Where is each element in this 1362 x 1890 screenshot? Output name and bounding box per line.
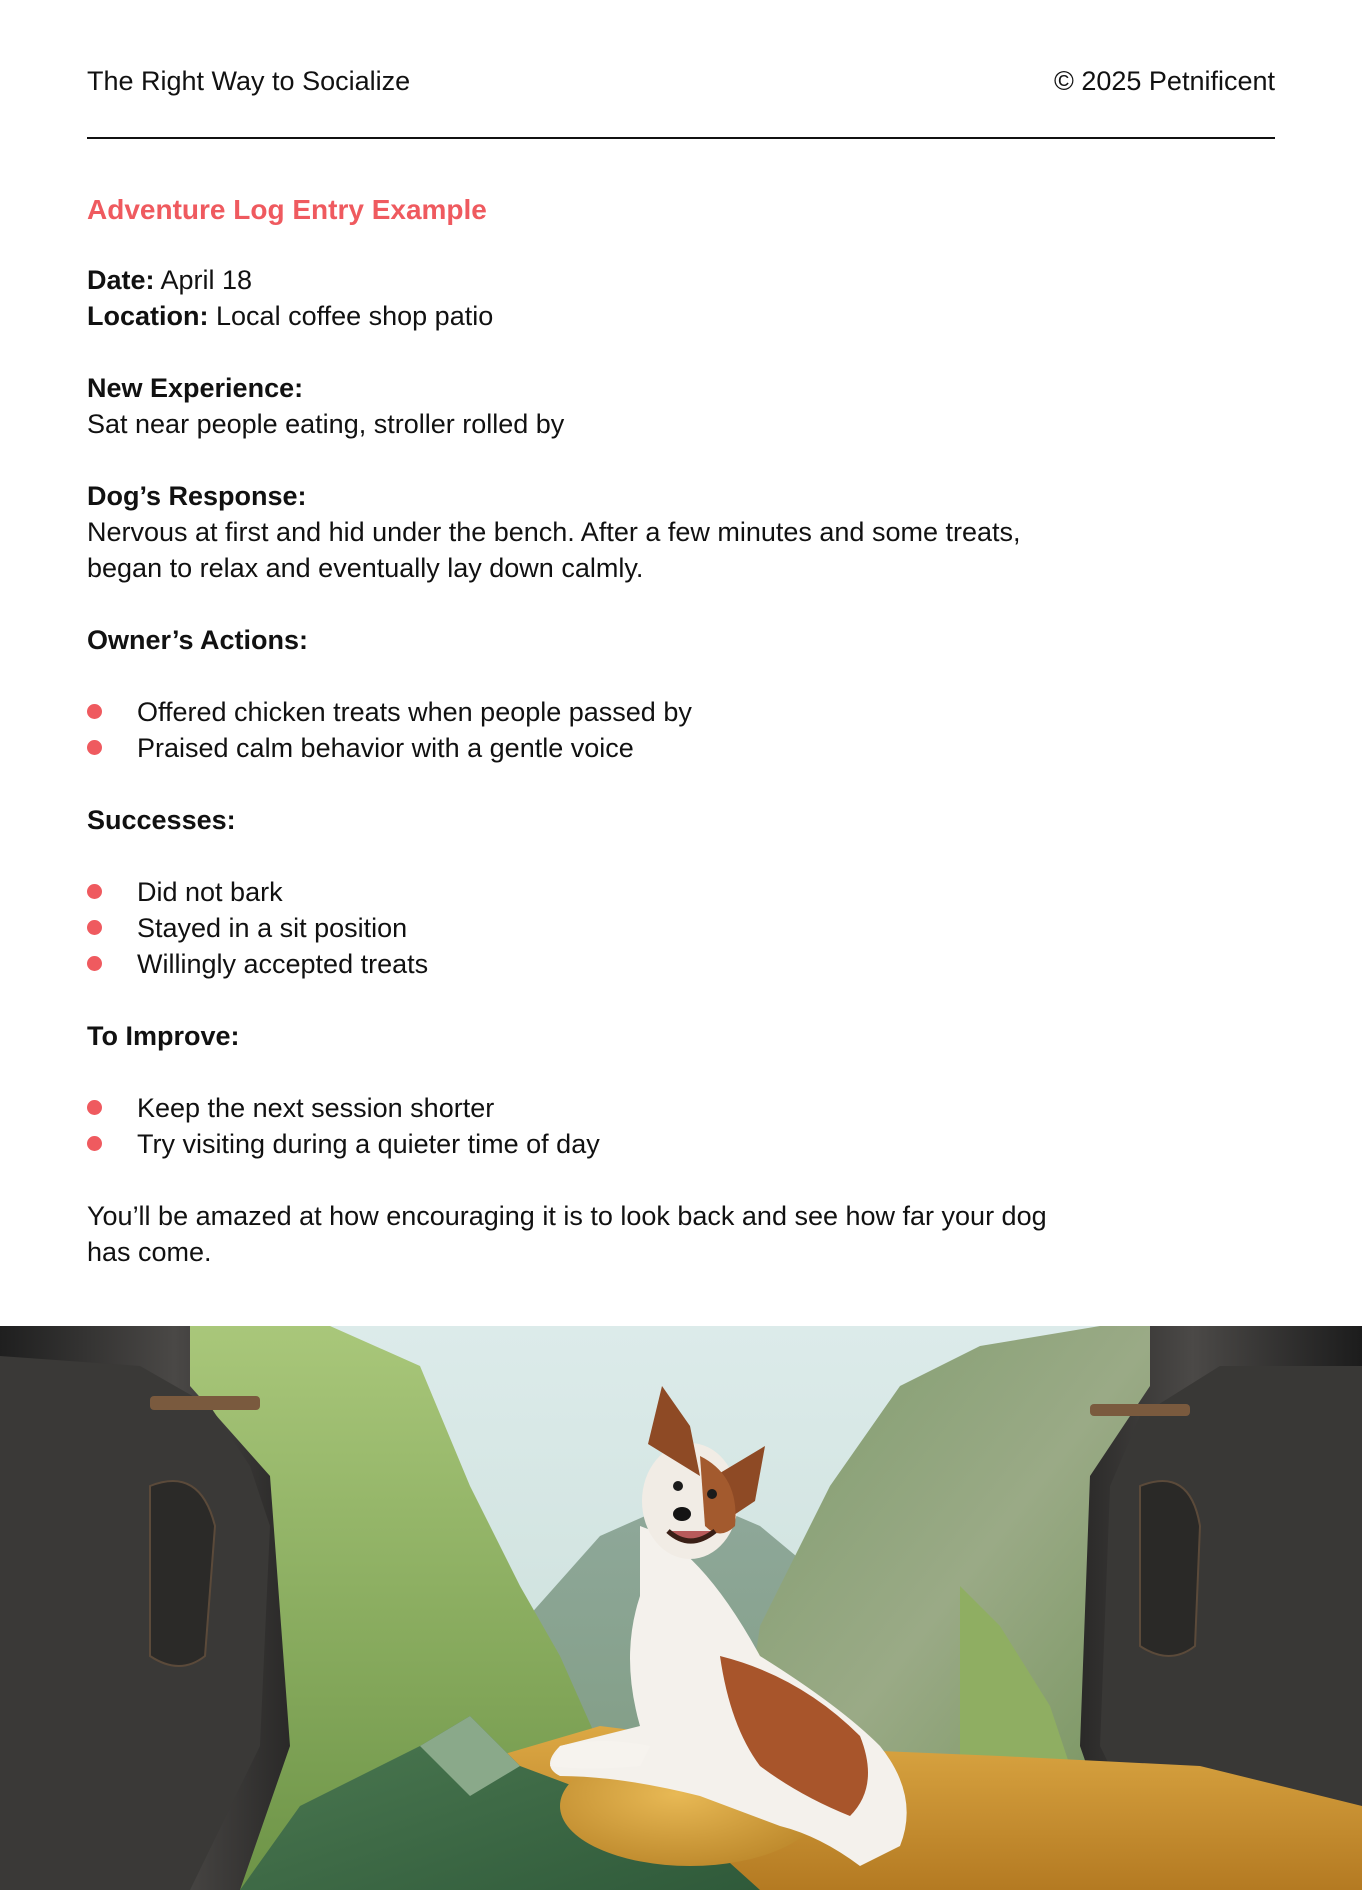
bullet-icon [87,704,102,719]
dog-in-car-trunk-photo [0,1326,1362,1890]
list-item-text: Praised calm behavior with a gentle voice [137,733,634,763]
owners-actions-section [87,622,1275,766]
entry-title: Adventure Log Entry Example [87,194,487,225]
list-item [87,730,1275,766]
dog-nose [673,1507,691,1521]
new-experience-section [87,370,1275,442]
list-item [87,874,1275,910]
header-divider [87,137,1275,139]
list-item-text: Willingly accepted treats [137,949,429,979]
car-hook-left [150,1396,260,1410]
page-header [87,63,1275,99]
closing-text-line: You’ll be amazed at how encouraging it is to look back and see how far your dog [87,1201,1047,1231]
dog-eye [707,1489,717,1499]
to-improve-section [87,1018,1275,1162]
list-item [87,1090,1275,1126]
date-value: April 18 [160,265,253,295]
bullet-icon [87,1100,102,1115]
bullet-icon [87,1136,102,1151]
dogs-response-section [87,478,1275,586]
new-experience-text: Sat near people eating, stroller rolled by [87,409,565,439]
car-panel-left-compartment [150,1481,215,1666]
new-experience-label: New Experience: [87,373,304,403]
to-improve-list [87,1090,1275,1162]
location-value: Local coffee shop patio [216,301,494,331]
successes-label: Successes: [87,805,236,835]
bullet-icon [87,956,102,971]
dogs-response-text-line: Nervous at first and hid under the bench. After a few minutes and some treats, [87,517,1021,547]
bullet-icon [87,920,102,935]
list-item-text: Offered chicken treats when people passed by [137,697,692,727]
to-improve-label: To Improve: [87,1021,240,1051]
successes-list [87,874,1275,982]
list-item-text: Try visiting during a quieter time of day [137,1129,600,1159]
date-field [87,262,1275,298]
location-field [87,298,1275,334]
owners-actions-list [87,694,1275,766]
owners-actions-label: Owner’s Actions: [87,625,309,655]
list-item [87,910,1275,946]
list-item [87,946,1275,982]
dog-eye [673,1481,683,1491]
adventure-log-entry [87,190,1275,1270]
list-item [87,1126,1275,1162]
copyright-notice: © 2025 Petnificent [1053,65,1275,96]
car-hook-right [1090,1404,1190,1416]
list-item-text: Stayed in a sit position [137,913,408,943]
car-panel-right-compartment [1140,1481,1200,1656]
closing-paragraph [87,1198,1275,1270]
list-item [87,694,1275,730]
dog-paw [550,1741,650,1769]
successes-section [87,802,1275,982]
document-title: The Right Way to Socialize [87,65,411,96]
bullet-icon [87,740,102,755]
location-label: Location: [87,301,209,331]
photo-illustration [0,1326,1362,1890]
dogs-response-text-line: began to relax and eventually lay down calmly. [87,553,644,583]
closing-text-line: has come. [87,1237,212,1267]
list-item-text: Keep the next session shorter [137,1093,495,1123]
dogs-response-label: Dog’s Response: [87,481,307,511]
bullet-icon [87,884,102,899]
date-label: Date: [87,265,155,295]
list-item-text: Did not bark [137,877,283,907]
